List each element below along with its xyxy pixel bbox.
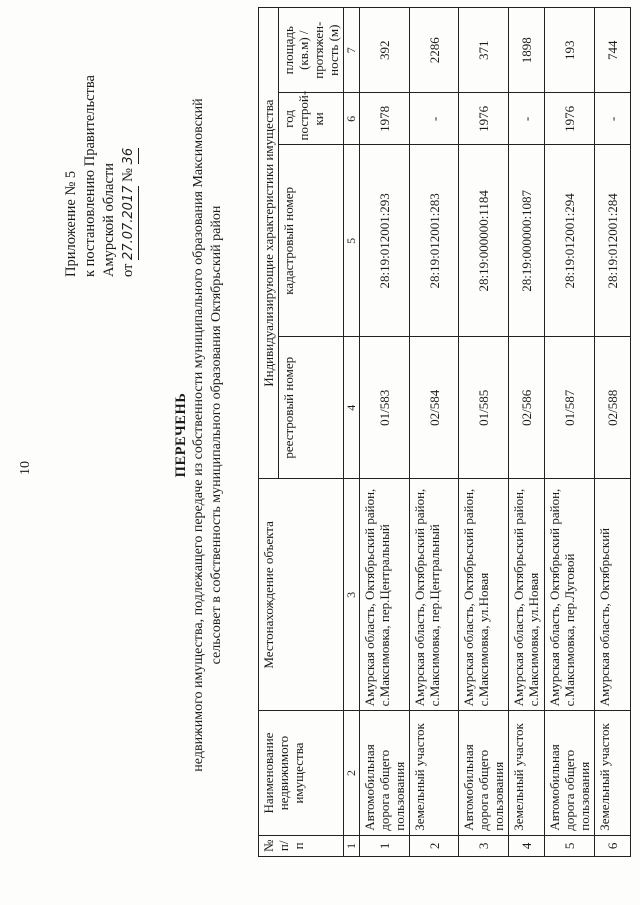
row-registry: 02/586 [509, 337, 545, 479]
row-cadastral: 28:19:012001:284 [595, 145, 631, 337]
annex-number-label: № [120, 168, 136, 182]
row-location: Амурская область, Октябрьский район, с.Максимовка, пер.Центральный [360, 479, 410, 711]
column-number: 5 [344, 145, 360, 337]
row-area: 1898 [509, 8, 545, 93]
column-number: 7 [344, 8, 360, 93]
header-characteristics: Индивидуализирующие характеристики имущества [259, 8, 279, 479]
row-name: Земельный участок [509, 711, 545, 835]
row-year: - [410, 93, 459, 145]
row-year: 1978 [360, 93, 410, 145]
annex-block [62, 17, 139, 277]
row-cadastral: 28:19:012001:293 [360, 145, 410, 337]
annex-line-1: Приложение № 5 [63, 170, 79, 277]
header-location: Местонахождение объекта [259, 479, 344, 711]
row-area: 371 [459, 8, 509, 93]
row-name: Автомобильная дорога общего пользования [360, 711, 410, 835]
annex-date-line [119, 17, 139, 277]
title-line-1: недвижимого имущества, подлежащего передаче из собственности муниципального образования Максимовский [191, 98, 206, 772]
title-heading: ПЕРЕЧЕНЬ [173, 392, 189, 478]
row-num: 2 [410, 835, 459, 856]
row-area: 193 [545, 8, 595, 93]
row-name: Автомобильная дорога общего пользования [459, 711, 509, 835]
row-name: Земельный участок [595, 711, 631, 835]
column-number: 2 [344, 711, 360, 835]
row-cadastral: 28:19:012001:283 [410, 145, 459, 337]
page-number: 10 [18, 461, 33, 475]
row-registry: 01/585 [459, 337, 509, 479]
row-num: 5 [545, 835, 595, 856]
header-year: год построй-ки [279, 93, 344, 145]
row-num: 1 [360, 835, 410, 856]
header-num: № п/п [259, 835, 344, 856]
row-registry: 02/584 [410, 337, 459, 479]
column-number: 1 [344, 835, 360, 856]
table-row [509, 8, 545, 857]
table-row [410, 8, 459, 857]
annex-number-handwritten: 36 [119, 148, 139, 165]
row-location: Амурская область, Октябрьский район, с.Максимовка, ул.Новая [509, 479, 545, 711]
row-registry: 01/583 [360, 337, 410, 479]
row-cadastral: 28:19:000000:1184 [459, 145, 509, 337]
row-cadastral: 28:19:012001:294 [545, 145, 595, 337]
column-number: 6 [344, 93, 360, 145]
row-num: 4 [509, 835, 545, 856]
table-row [360, 8, 410, 857]
row-num: 6 [595, 835, 631, 856]
title-line-2: сельсовет в собственность муниципального образования Октябрьский район [209, 205, 224, 665]
row-area: 2286 [410, 8, 459, 93]
column-number: 3 [344, 479, 360, 711]
row-year: 1976 [545, 93, 595, 145]
row-registry: 01/587 [545, 337, 595, 479]
property-table [258, 7, 631, 857]
annex-date-handwritten: 27.07.2017 [119, 186, 139, 260]
table-row [595, 8, 631, 857]
annex-line-2: к постановлению Правительства [82, 75, 98, 277]
table-row [459, 8, 509, 857]
header-registry: реестровый номер [279, 337, 344, 479]
annex-line-3: Амурской области [101, 163, 117, 277]
header-cadastral: кадастровый номер [279, 145, 344, 337]
column-number: 4 [344, 337, 360, 479]
row-location: Амурская область, Октябрьский район, с.Максимовка, пер.Центральный [410, 479, 459, 711]
header-area: площадь (кв.м) / протяжен-ность (м) [279, 8, 344, 93]
annex-date-prefix: от [120, 263, 136, 277]
row-name: Автомобильная дорога общего пользования [545, 711, 595, 835]
row-year: - [595, 93, 631, 145]
row-cadastral: 28:19:000000:1087 [509, 145, 545, 337]
row-name: Земельный участок [410, 711, 459, 835]
table-row [545, 8, 595, 857]
row-registry: 02/588 [595, 337, 631, 479]
row-area: 744 [595, 8, 631, 93]
row-year: 1976 [459, 93, 509, 145]
header-name: Наименование недвижимого имущества [259, 711, 344, 835]
row-location: Амурская область, Октябрьский [595, 479, 631, 711]
row-location: Амурская область, Октябрьский район, с.Максимовка, ул.Новая [459, 479, 509, 711]
row-num: 3 [459, 835, 509, 856]
row-location: Амурская область, Октябрьский район, с.Максимовка, пер.Луговой [545, 479, 595, 711]
row-area: 392 [360, 8, 410, 93]
document-title [172, 25, 226, 845]
column-number-row [344, 8, 360, 857]
row-year: - [509, 93, 545, 145]
